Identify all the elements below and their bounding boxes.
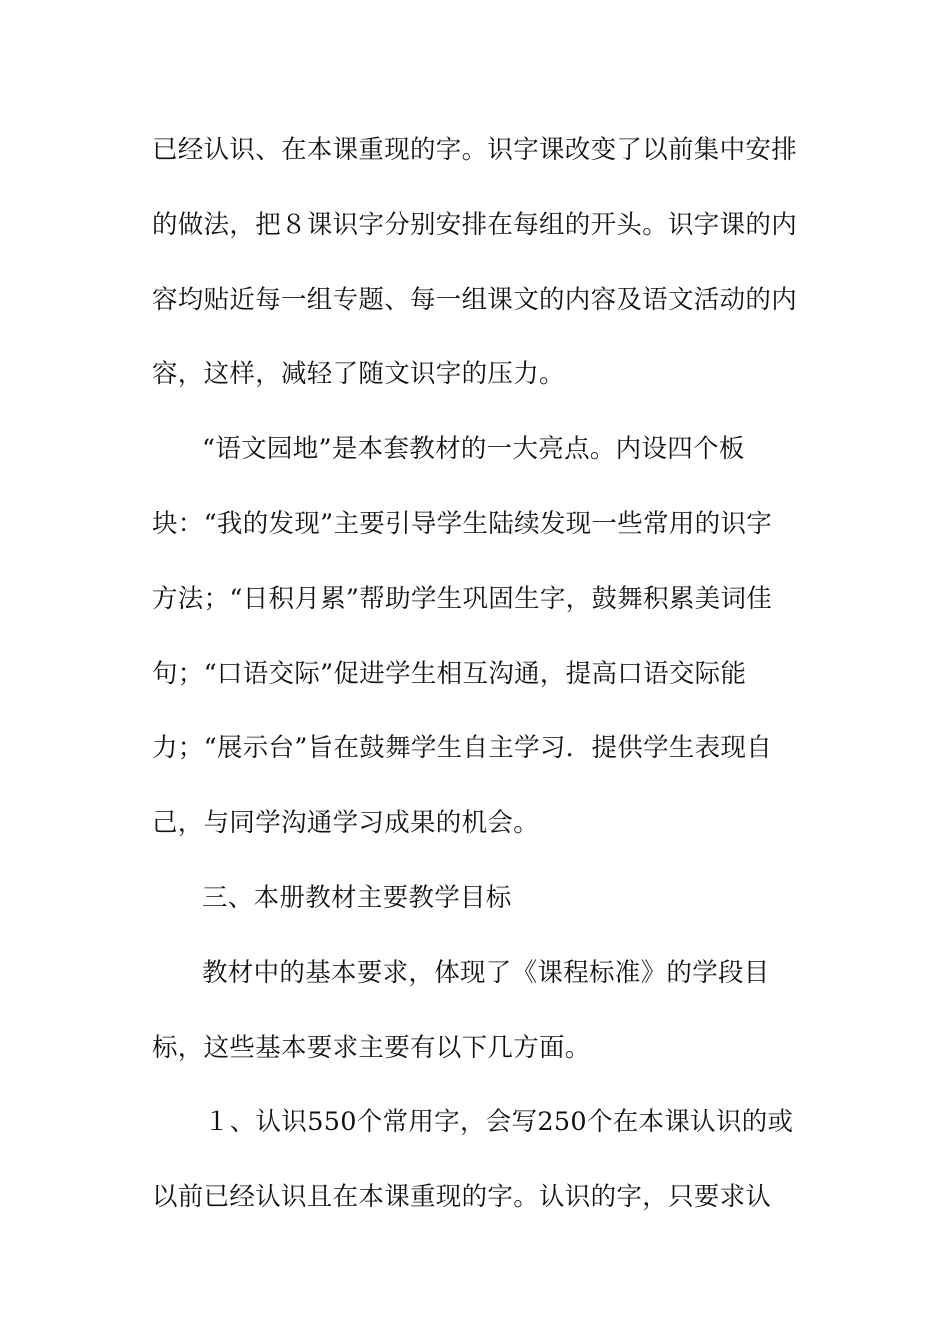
text-line: 容均贴近每一组专题、每一组课文的内容及语文活动的内 [152,284,798,315]
text-line: 标，这些基本要求主要有以下几方面。 [152,1032,591,1063]
text-line: 以前已经认识且在本课重现的字。认识的字，只要求认 [152,1182,772,1213]
text-line: 己，与同学沟通学习成果的机会。 [152,808,540,839]
body-text [152,126,802,1248]
text-line: 方法；“日积月累”帮助学生巩固生字，鼓舞积累美词佳 [152,583,773,614]
paragraph-start-line: “语文园地”是本套教材的一大亮点。内设四个板 [202,434,745,465]
text-line: 的做法，把８课识字分别安排在每组的开头。识字课的内 [152,209,798,240]
text-line: 句；“口语交际”促进学生相互沟通，提高口语交际能 [152,658,747,689]
text-line: 块：“我的发现”主要引导学生陆续发现一些常用的识字 [152,508,773,539]
text-line: 力；“展示台”旨在鼓舞学生自主学习．提供学生表现自 [152,733,773,764]
section-heading: 三、本册教材主要教学目标 [202,882,512,913]
text-line: 已经认识、在本课重现的字。识字课改变了以前集中安排 [152,135,798,165]
list-item-line: １、认识550个常用字，会写250个在本课认识的或 [204,1107,794,1138]
text-line: 容，这样，减轻了随文识字的压力。 [152,359,565,390]
paragraph-start-line: 教材中的基本要求，体现了《课程标准》的学段目 [202,957,770,988]
